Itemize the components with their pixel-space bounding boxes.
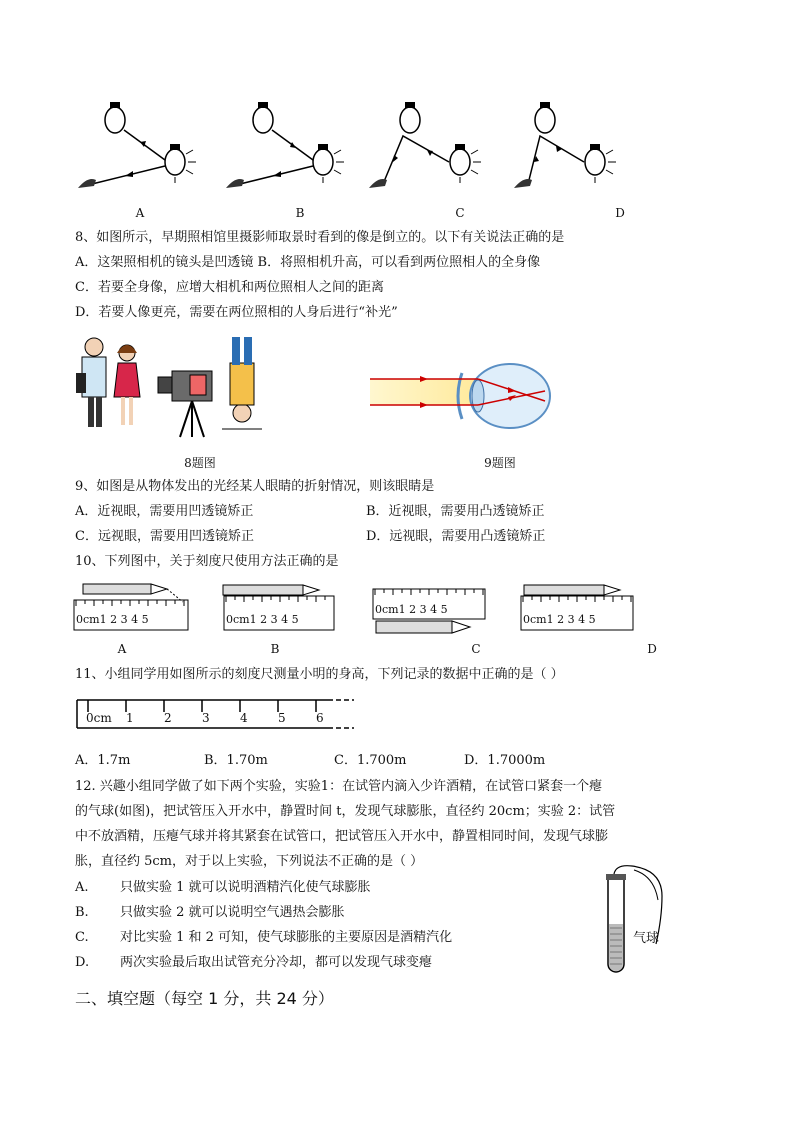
bulb-icon xyxy=(450,144,481,183)
bulb-icon xyxy=(165,144,196,183)
q11-ruler xyxy=(76,698,356,730)
q7-figure-c xyxy=(365,100,495,195)
q8-option-c: C．若要全身像，应增大相机和两位照相人之间的距离 xyxy=(75,280,384,295)
bulb-icon xyxy=(585,144,616,183)
ruler-scale-label: 0cm1 2 3 4 5 xyxy=(76,613,149,626)
q8-fig-caption: 8题图 xyxy=(184,456,216,470)
pencil-icon xyxy=(524,585,620,595)
q9-option-d: D．远视眼，需要用凸透镜矫正 xyxy=(366,529,546,544)
q7-figure-b xyxy=(218,100,348,195)
q12-line-4: 胀，直径约 5cm，对于以上实验，下列说法不正确的是（ ） xyxy=(75,854,424,869)
q12-line-2: 的气球(如图)，把试管压入开水中，静置时间 t，发现气球膨胀，直径约 20cm；实验 2：试管 xyxy=(75,804,616,819)
q11-stem: 11、小组同学用如图所示的刻度尺测量小明的身高，下列记录的数据中正确的是（ ） xyxy=(75,667,564,682)
q11-mark-4: 4 xyxy=(240,711,248,725)
q11-option-c: C．1.700m xyxy=(334,753,407,768)
eye-icon xyxy=(369,179,387,188)
q8-option-d: D．若要人像更亮，需要在两位照相的人身后进行“补光” xyxy=(75,305,398,320)
q8-option-ab: A．这架照相机的镜头是凹透镜 B．将照相机升高，可以看到两位照相人的全身像 xyxy=(75,255,541,270)
q10-figure-b xyxy=(223,582,338,632)
q7-label-c: C xyxy=(455,206,465,220)
q10-label-d: D xyxy=(647,642,657,656)
q8-stem: 8、如图所示，早期照相馆里摄影师取景时看到的像是倒立的。以下有关说法正确的是 xyxy=(75,230,565,245)
eye-icon xyxy=(78,179,96,188)
bulb-icon xyxy=(400,102,420,133)
q11-mark-3: 3 xyxy=(202,711,210,725)
q9-stem: 9、如图是从物体发出的光经某人眼睛的折射情况，则该眼睛是 xyxy=(75,479,435,494)
q9-figure xyxy=(370,363,560,433)
photographer-illustration xyxy=(76,338,106,427)
q11-option-b: B．1.70m xyxy=(204,753,268,768)
q7-label-b: B xyxy=(295,206,305,220)
q12-test-tube-figure xyxy=(604,864,684,979)
q12-line-1: 12. 兴趣小组同学做了如下两个实验，实验1：在试管内滴入少许酒精，在试管口紧套一个瘪 xyxy=(75,779,603,794)
q12-option-a-text: 只做实验 1 就可以说明酒精汽化使气球膨胀 xyxy=(120,880,371,895)
ruler-scale-label: 0cm1 2 3 4 5 xyxy=(523,613,596,626)
q11-mark-0: 0cm xyxy=(86,711,112,725)
q10-figure-d xyxy=(520,582,638,632)
camera-icon xyxy=(158,371,212,437)
q9-option-c: C．远视眼，需要用凹透镜矫正 xyxy=(75,529,254,544)
q11-mark-5: 5 xyxy=(278,711,286,725)
q9-option-b: B．近视眼，需要用凸透镜矫正 xyxy=(366,504,545,519)
bulb-icon xyxy=(105,102,125,133)
girl-illustration xyxy=(114,345,140,425)
bulb-icon xyxy=(253,102,273,133)
photographer-upside-down-illustration xyxy=(222,337,262,429)
q10-figure-a xyxy=(73,582,191,632)
q10-label-c: C xyxy=(471,642,481,656)
q12-option-d-letter: D. xyxy=(75,955,90,970)
q7-label-d: D xyxy=(615,206,625,220)
q11-mark-1: 1 xyxy=(126,711,134,725)
ruler-scale-label: 0cm1 2 3 4 5 xyxy=(375,603,448,616)
q11-mark-6: 6 xyxy=(316,711,324,725)
section-2-title: 二、填空题（每空 1 分，共 24 分） xyxy=(75,989,334,1008)
q10-label-a: A xyxy=(117,642,127,656)
q10-figure-c xyxy=(372,587,490,637)
q11-option-d: D．1.7000m xyxy=(464,753,546,768)
balloon-label: 气球 xyxy=(633,931,660,946)
q8-figure xyxy=(72,333,272,441)
eye-icon xyxy=(226,179,244,188)
q12-option-b-letter: B. xyxy=(75,905,89,920)
q12-option-c-text: 对比实验 1 和 2 可知，使气球膨胀的主要原因是酒精汽化 xyxy=(120,930,453,945)
q11-mark-2: 2 xyxy=(164,711,172,725)
eyeball-icon xyxy=(458,364,550,428)
q7-figure-d xyxy=(510,100,640,195)
q7-label-a: A xyxy=(135,206,145,220)
q9-fig-caption: 9题图 xyxy=(484,456,516,470)
q12-option-b-text: 只做实验 2 就可以说明空气遇热会膨胀 xyxy=(120,905,345,920)
pencil-icon xyxy=(376,621,470,633)
q10-stem: 10、下列图中，关于刻度尺使用方法正确的是 xyxy=(75,554,339,569)
q10-label-b: B xyxy=(270,642,280,656)
eye-icon xyxy=(514,179,532,188)
q7-figure-a xyxy=(70,100,200,195)
q12-option-d-text: 两次实验最后取出试管充分冷却，都可以发现气球变瘪 xyxy=(120,955,433,970)
ruler-scale-label: 0cm1 2 3 4 5 xyxy=(226,613,299,626)
q11-option-a: A．1.7m xyxy=(75,753,131,768)
q12-line-3: 中不放酒精，压瘪气球并将其紧套在试管口，把试管压入开水中，静置相同时间，发现气球膨 xyxy=(75,829,609,844)
q12-option-a-letter: A. xyxy=(75,880,89,895)
test-tube-icon xyxy=(606,874,626,972)
bulb-icon xyxy=(313,144,344,183)
pencil-icon xyxy=(83,584,183,602)
pencil-icon xyxy=(223,585,319,595)
q9-option-a: A．近视眼，需要用凹透镜矫正 xyxy=(75,504,254,519)
bulb-icon xyxy=(535,102,555,133)
q12-option-c-letter: C. xyxy=(75,930,89,945)
